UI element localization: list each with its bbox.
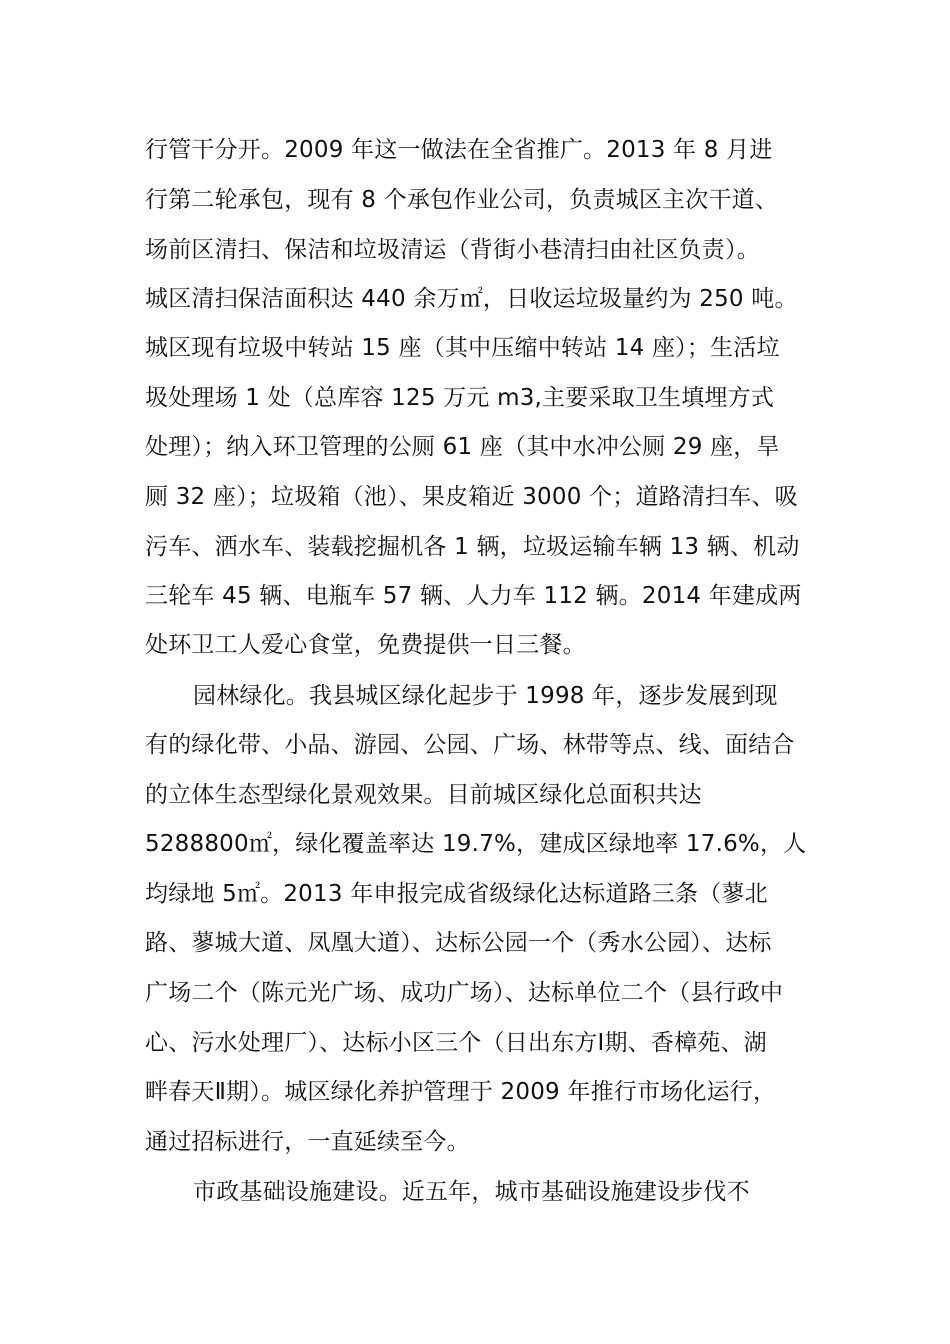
text-line: 城区现有垃圾中转站 15 座（其中压缩中转站 14 座）；生活垃 <box>145 335 780 361</box>
paragraph-first-line: 园林绿化。我县城区绿化起步于 1998 年，逐步发展到现 <box>193 683 778 709</box>
text-line: 路、蓼城大道、凤凰大道）、达标公园一个（秀水公园）、达标 <box>145 930 772 956</box>
text-line: 有的绿化带、小品、游园、公园、广场、林带等点、线、面结合 <box>145 732 795 758</box>
text-line: 处环卫工人爱心食堂，免费提供一日三餐。 <box>145 632 586 658</box>
text-line: 5288800㎡，绿化覆盖率达 19.7%，建成区绿地率 17.6%，人 <box>145 831 807 857</box>
text-line: 厕 32 座）；垃圾箱（池）、果皮箱近 3000 个；道路清扫车、吸 <box>145 484 798 510</box>
paragraph-first-line: 市政基础设施建设。近五年，城市基础设施建设步伐不 <box>193 1179 750 1205</box>
text-line: 均绿地 5㎡。2013 年申报完成省级绿化达标道路三条（蓼北 <box>145 881 768 907</box>
text-line: 污车、洒水车、装载挖掘机各 1 辆，垃圾运输车辆 13 辆、机动 <box>145 534 800 560</box>
text-line: 畔春天Ⅱ期）。城区绿化养护管理于 2009 年推行市场化运行， <box>145 1079 777 1105</box>
text-line: 处理）；纳入环卫管理的公厕 61 座（其中水冲公厕 29 座，旱 <box>145 434 780 460</box>
text-line: 城区清扫保洁面积达 440 余万㎡，日收运垃圾量约为 250 吨。 <box>145 286 798 312</box>
text-line: 通过招标进行，一直延续至今。 <box>145 1129 470 1155</box>
text-line: 行第二轮承包，现有 8 个承包作业公司，负责城区主次干道、 <box>145 187 779 213</box>
text-line: 的立体生态型绿化景观效果。目前城区绿化总面积共达 <box>145 782 702 808</box>
text-line: 心、污水处理厂）、达标小区三个（日出东方Ⅰ期、香樟苑、湖 <box>145 1030 767 1056</box>
text-line: 三轮车 45 辆、电瓶车 57 辆、人力车 112 辆。2014 年建成两 <box>145 583 802 609</box>
text-line: 场前区清扫、保洁和垃圾清运（背街小巷清扫由社区负责）。 <box>145 237 760 263</box>
text-line: 圾处理场 1 处（总库容 125 万元 m3,主要采取卫生填埋方式 <box>145 385 775 411</box>
text-line: 广场二个（陈元光广场、成功广场）、达标单位二个（县行政中 <box>145 980 784 1006</box>
text-line: 行管干分开。2009 年这一做法在全省推广。2013 年 8 月进 <box>145 137 773 163</box>
